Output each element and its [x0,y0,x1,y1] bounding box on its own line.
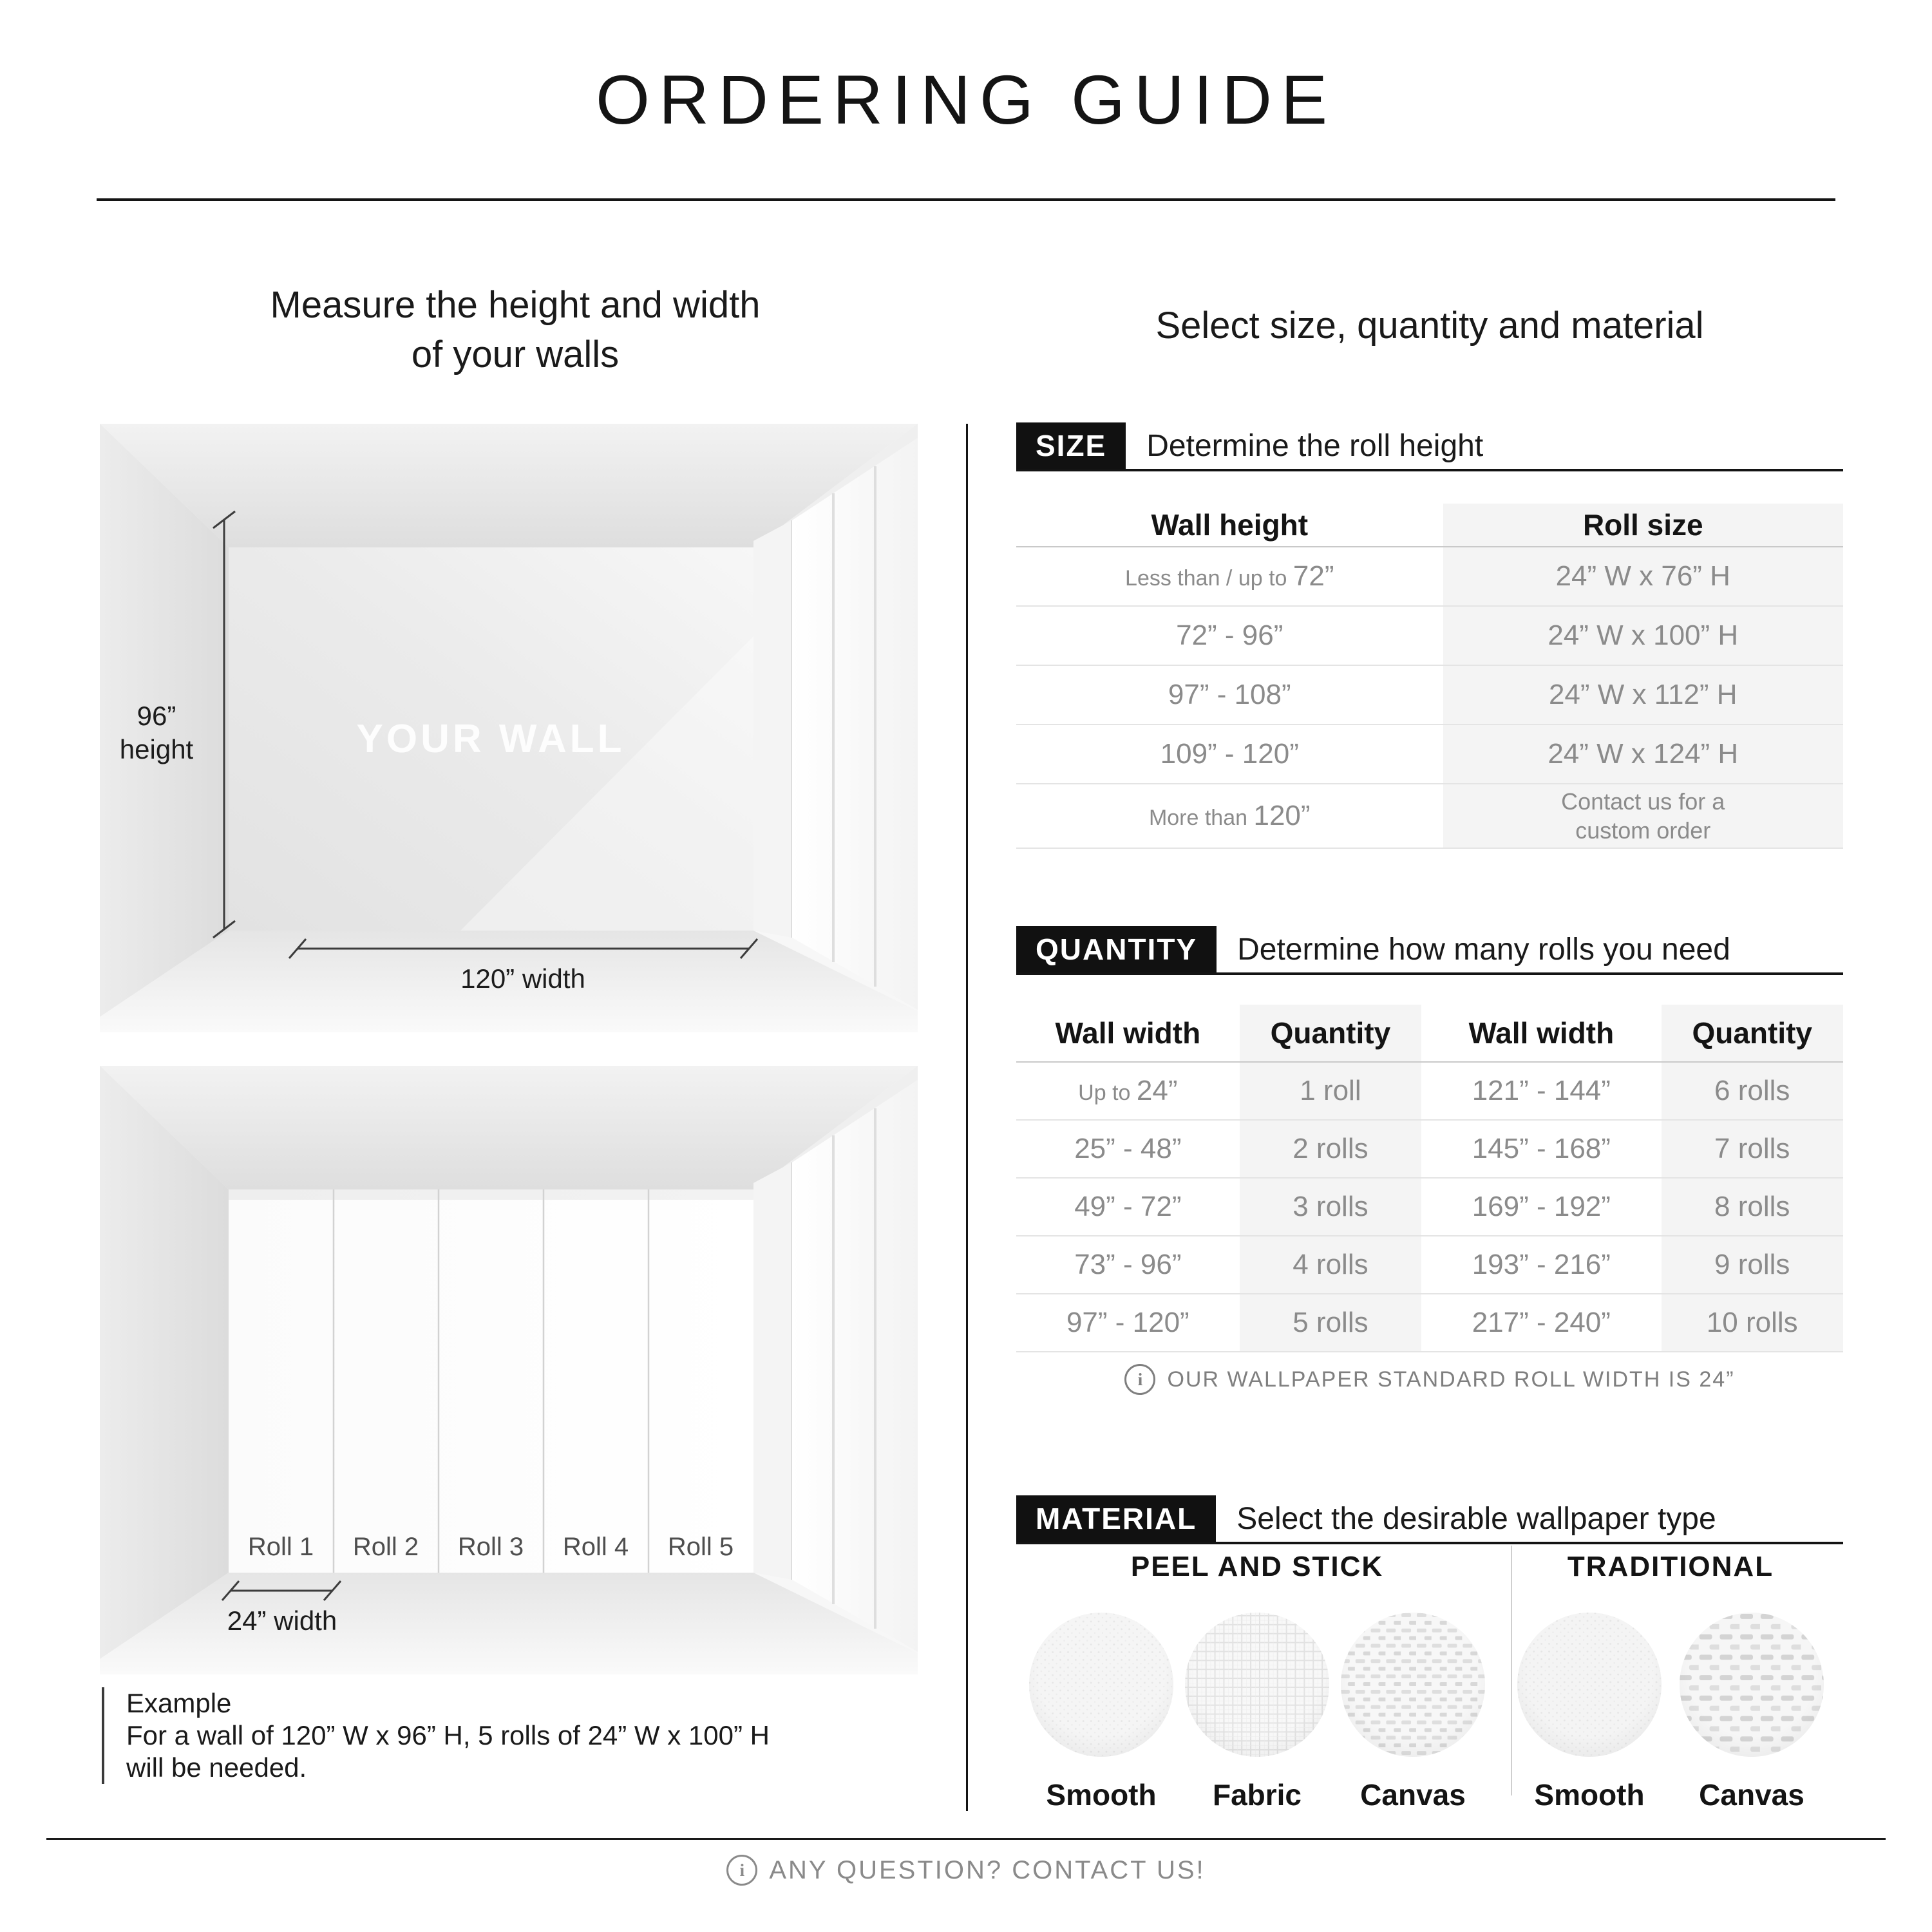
quantity-table-row [1016,1293,1843,1352]
example-line2: will be needed. [126,1752,307,1783]
left-column-heading [97,281,934,379]
example-block [102,1687,770,1784]
quantity-badge: QUANTITY [1016,926,1217,972]
material-group-traditional [1498,1551,1843,1812]
material-option [1340,1611,1486,1812]
size-table-row [1016,547,1843,605]
left-heading-line1: Measure the height and width [270,284,761,326]
wall-height-cell: 109” - 120” [1160,738,1299,770]
quantity-cell: 2 rolls [1293,1133,1368,1164]
room1-window-panes [792,438,918,1010]
quantity-table-row [1016,1177,1843,1235]
wall-width-cell: 49” - 72” [1074,1191,1182,1222]
roll-label: Roll 4 [562,1533,629,1561]
material-option-label: Canvas [1360,1778,1466,1812]
size-subtitle: Determine the roll height [1146,428,1484,463]
material-option [1678,1611,1825,1812]
quantity-cell: 5 rolls [1293,1307,1368,1338]
material-option-label: Fabric [1212,1778,1302,1812]
room1-window-frame [753,520,792,938]
wall-width-cell: 169” - 192” [1472,1191,1611,1222]
material-group-peel-and-stick [1016,1551,1498,1812]
example-title: Example [126,1688,232,1718]
your-wall-label: YOUR WALL [356,717,625,761]
bottom-rule [46,1838,1886,1840]
quantity-table [1016,1005,1843,1352]
material-badge: MATERIAL [1016,1495,1216,1542]
info-icon: i [726,1855,757,1886]
roll-size-cell: Contact us for a custom order [1561,788,1725,844]
room2-window-panes [792,1080,918,1652]
right-column-heading: Select size, quantity and material [1155,305,1704,346]
wall-width-cell: 97” - 120” [1066,1307,1189,1338]
height-dimension-value: 96” [137,701,176,731]
quantity-table-header-row [1016,1005,1843,1063]
roll-width-note-text: OUR WALLPAPER STANDARD ROLL WIDTH IS 24” [1167,1367,1735,1392]
material-groups [1016,1551,1843,1812]
roll-label: Roll 1 [247,1533,314,1561]
quantity-section-header [1016,926,1843,975]
quantity-cell: 1 roll [1300,1075,1361,1106]
size-table-header-row [1016,504,1843,547]
roll-width-note [1016,1364,1843,1395]
quantity-cell: 4 rolls [1293,1249,1368,1280]
example-line1: For a wall of 120” W x 96” H, 5 rolls of 24” W x 100” H [126,1720,770,1750]
height-dimension-word: height [119,734,194,764]
quantity-cell: 3 rolls [1293,1191,1368,1222]
material-section-header [1016,1495,1843,1544]
material-swatch-smooth-icon [1516,1611,1663,1758]
room-illustration-measure [100,424,918,1032]
wall-height-cell: 97” - 108” [1168,679,1291,710]
wall-height-cell: More than 120” [1148,800,1311,831]
info-icon: i [1124,1364,1155,1395]
wall-width-cell: 145” - 168” [1472,1133,1611,1164]
material-group-title: PEEL AND STICK [1130,1551,1384,1582]
room2-window-frame [753,1162,792,1580]
quantity-cell: 9 rolls [1714,1249,1790,1280]
quantity-cell: 6 rolls [1714,1075,1790,1106]
size-section-header [1016,422,1843,471]
wall-height-cell: 72” - 96” [1176,620,1283,651]
wall-height-cell: Less than / up to 72” [1125,560,1334,592]
wall-width-cell: 217” - 240” [1472,1307,1611,1338]
size-table-row [1016,605,1843,665]
size-col-header-wall-height: Wall height [1151,508,1309,542]
roll-label: Roll 3 [457,1533,524,1561]
size-table-row [1016,724,1843,783]
page-title: ORDERING GUIDE [595,61,1337,138]
wall-width-cell: 121” - 144” [1472,1075,1611,1106]
roll-size-cell: 24” W x 112” H [1548,679,1738,710]
material-group-title: TRADITIONAL [1567,1551,1774,1582]
quantity-cell: 8 rolls [1714,1191,1790,1222]
quantity-table-row [1016,1235,1843,1293]
size-table [1016,504,1843,849]
quantity-cell: 10 rolls [1706,1307,1798,1338]
qty-col-header-wall-width-2: Wall width [1468,1016,1615,1050]
material-option-label: Smooth [1046,1778,1157,1812]
quantity-table-row [1016,1119,1843,1177]
roll-size-cell: 24” W x 76” H [1555,560,1730,592]
roll-size-cell: 24” W x 100” H [1548,620,1739,651]
left-heading-line2: of your walls [411,333,620,375]
top-rule [97,198,1835,201]
roll-size-cell: 24” W x 124” H [1548,738,1739,770]
material-groups-divider [1511,1546,1512,1795]
material-swatch-canvas-icon [1340,1611,1486,1758]
qty-col-header-wall-width-1: Wall width [1055,1016,1201,1050]
wall-width-cell: 25” - 48” [1074,1133,1182,1164]
wall-width-cell: Up to 24” [1078,1075,1178,1106]
roll-label: Roll 5 [667,1533,734,1561]
room2-wallpapered-wall [229,1189,753,1573]
quantity-cell: 7 rolls [1714,1133,1790,1164]
material-option [1516,1611,1663,1812]
footer-contact-text: ANY QUESTION? CONTACT US! [769,1855,1206,1884]
wall-width-cell: 73” - 96” [1074,1249,1182,1280]
quantity-subtitle: Determine how many rolls you need [1237,932,1730,967]
material-option-label: Canvas [1699,1778,1804,1812]
roll-label: Roll 2 [352,1533,419,1561]
room2-wall-top-shadow [229,1189,753,1200]
wall-width-cell: 193” - 216” [1472,1249,1611,1280]
footer [0,1855,1932,1886]
size-table-row [1016,665,1843,724]
material-swatch-fabric-icon [1184,1611,1331,1758]
width-dimension-label: 120” width [460,963,585,994]
swatch-row [1028,1611,1486,1812]
center-divider [966,424,968,1811]
qty-col-header-quantity-2: Quantity [1662,1005,1843,1061]
size-col-header-roll-size: Roll size [1443,504,1843,546]
material-swatch-smooth-icon [1028,1611,1175,1758]
material-option-label: Smooth [1534,1778,1645,1812]
material-option [1184,1611,1331,1812]
material-option [1028,1611,1175,1812]
size-table-row [1016,783,1843,849]
qty-col-header-quantity-1: Quantity [1240,1005,1421,1061]
roll-width-dimension-label: 24” width [227,1605,337,1636]
swatch-row [1516,1611,1825,1812]
material-swatch-canvas-icon [1678,1611,1825,1758]
size-badge: SIZE [1016,422,1126,469]
quantity-table-row [1016,1063,1843,1119]
material-subtitle: Select the desirable wallpaper type [1236,1501,1716,1536]
room-illustration-rolls [100,1066,918,1674]
